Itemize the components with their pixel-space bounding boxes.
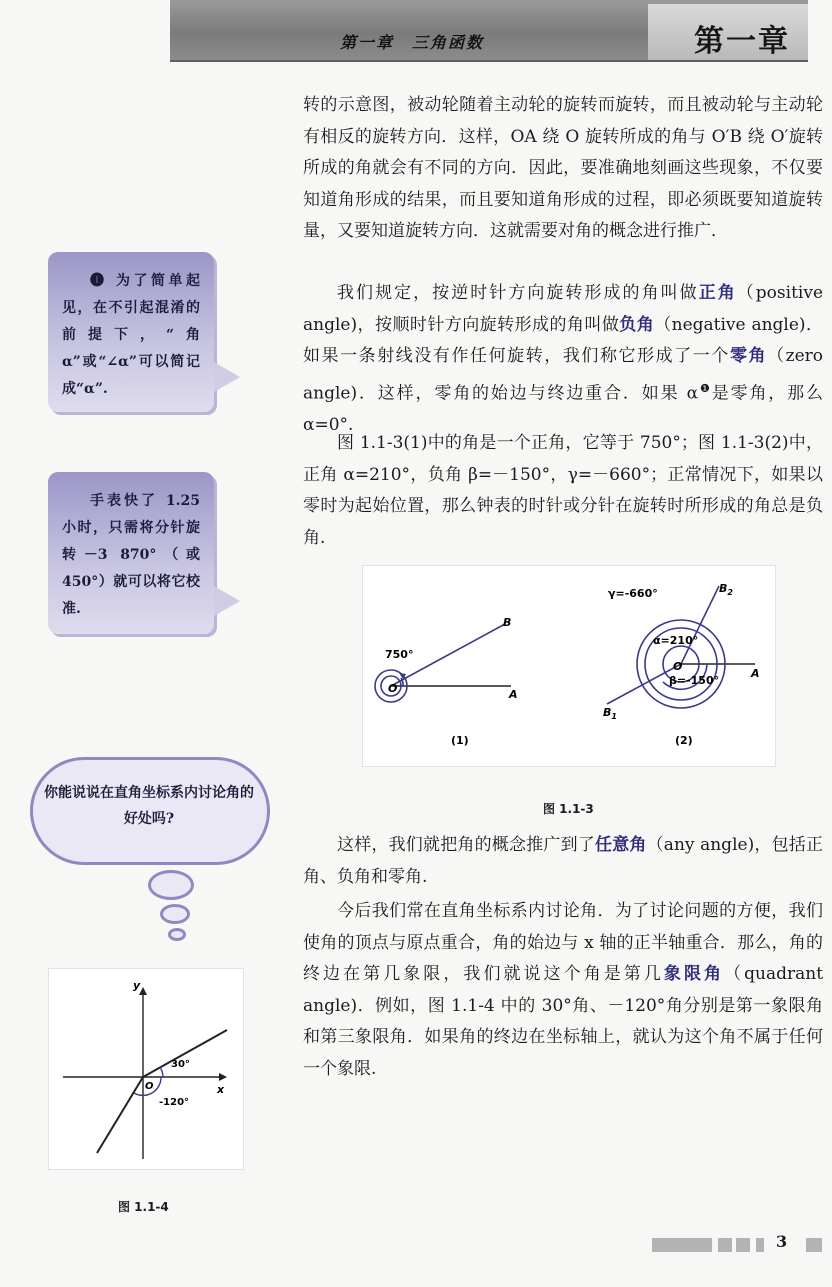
- side-note-2-text: 手表快了 1.25 小时，只需将分针旋转－3 870°（或 450°）就可以将它校准.: [62, 493, 200, 617]
- side-note-1-tab: [214, 362, 240, 392]
- point-B2: $B_2$: [719, 582, 733, 597]
- footer-bar-1: [652, 1238, 712, 1252]
- y-axis-arrow: [139, 987, 147, 995]
- p5-text-b: （quadrant angle)．例如，图 1.1-4 中的 30°角、－120°角分别是第一象限角和第三象限角．如果角的终边在坐标轴上，就认为这个角不属于任何一个象限.: [303, 964, 824, 1079]
- term-negative-angle: 负角: [619, 314, 655, 335]
- footer-bar-5: [806, 1238, 822, 1252]
- point-B-1: B: [503, 616, 512, 629]
- paragraph-4: [303, 830, 823, 893]
- figure-1-1-4-svg: [49, 969, 243, 1169]
- axis-label-x: x: [217, 1083, 225, 1096]
- p2-text-b: （positive angle)，按顺时针方向旋转形成的角叫做: [303, 283, 824, 335]
- term-positive-angle: 正角: [698, 283, 737, 303]
- p2-text-c: （negative angle)．如果一条射线没有作任何旋转，我们称它形成了一个: [303, 314, 823, 366]
- arc-30: [160, 1067, 163, 1077]
- side-note-2-tab: [214, 586, 240, 616]
- axis-label-y: y: [133, 979, 141, 992]
- page-number: 3: [776, 1232, 788, 1251]
- paragraph-5: [303, 896, 823, 1085]
- term-zero-angle: 零角: [729, 346, 768, 366]
- thought-bubble-medium: [160, 904, 190, 924]
- side-note-2: [48, 472, 214, 634]
- p2-text-d: （zero angle)．这样，零角的始边与终边重合．如果 α: [303, 346, 824, 404]
- figure-1-1-3-svg: [363, 566, 775, 766]
- footer-bar-4: [756, 1238, 764, 1252]
- footnote-marker: ❶: [698, 381, 712, 395]
- angle-30-label: 30°: [171, 1059, 190, 1070]
- paragraph-2: [303, 278, 823, 441]
- chapter-label: 第一章: [694, 24, 790, 59]
- point-A-2: A: [751, 667, 760, 680]
- thought-bubble-large: [148, 870, 194, 900]
- beta-label: β=-150°: [669, 674, 720, 687]
- term-quadrant-angle: 象限角: [663, 964, 725, 984]
- running-title: 第一章 三角函数: [340, 33, 485, 52]
- point-O-1: O: [388, 682, 398, 695]
- sub-label-2: (2): [675, 734, 693, 747]
- p4-text-a: 这样，我们就把角的概念推广到了: [337, 835, 595, 855]
- term-any-angle: 任意角: [595, 835, 647, 855]
- point-A-1: A: [509, 688, 518, 701]
- angle-neg120-label: -120°: [159, 1097, 190, 1108]
- p5-text-a: 今后我们常在直角坐标系内讨论角．为了讨论问题的方便，我们使角的顶点与原点重合，角的始边与 x 轴的正半轴重合．那么，角的终边在第几象限，我们就说这个角是第几: [303, 901, 823, 984]
- side-note-1-text: 为了简单起见，在不引起混淆的前提下，“角 α”或“∠α”可以简记成“α”.: [62, 273, 201, 397]
- footer-bar-2: [718, 1238, 732, 1252]
- origin-label: O: [145, 1081, 154, 1092]
- figure-1-1-3: [362, 565, 776, 767]
- p4-text-b: （any angle)，包括正角、负角和零角.: [303, 835, 823, 887]
- question-text: 你能说说在直角坐标系内讨论角的好处吗?: [44, 785, 254, 827]
- point-B1: $B_1$: [603, 706, 617, 721]
- paragraph-3: [303, 428, 823, 554]
- p2-text-e: 是零角，那么 α=0°.: [303, 383, 824, 435]
- point-O-2: O: [673, 660, 683, 673]
- figure-1-1-4-caption: 图 1.1-4: [118, 1200, 169, 1214]
- angle-750-label: 750°: [385, 648, 414, 661]
- gamma-label: γ=-660°: [608, 587, 658, 600]
- figure-1-1-4: [48, 968, 244, 1170]
- paragraph-1: [303, 90, 823, 248]
- footer-bar-3: [736, 1238, 750, 1252]
- terminal-side-neg120: [97, 1077, 143, 1153]
- sub-label-1: (1): [451, 734, 469, 747]
- side-note-1: [48, 252, 214, 412]
- thought-bubble-small: [168, 928, 186, 941]
- footnote-marker-note: ❶: [90, 273, 108, 289]
- paragraph-1-text: 转的示意图，被动轮随着主动轮的旋转而旋转，而且被动轮与主动轮有相反的旋转方向．这样，OA 绕 O 旋转所成的角与 O′B 绕 O′旋转所成的角就会有不同的方向．因此，要准确地刻画这些现象，不仅要知道角形成的结果，而且要知道角形成的过程，即必须既要知道旋转量，又要知道旋转方向．这就需要对角的概念进行推广．: [303, 95, 823, 241]
- p2-text-a: 我们规定，按逆时针方向旋转形成的角叫做: [337, 283, 699, 303]
- alpha-label: α=210°: [653, 634, 699, 647]
- paragraph-3-text: 图 1.1-3(1)中的角是一个正角，它等于 750°；图 1.1-3(2)中，正角 α=210°，负角 β=－150°，γ=－660°；正常情况下，如果以零时为起始位置，那么钟表的时针或分针在旋转时所形成的角总是负角.: [303, 433, 823, 548]
- figure-1-1-3-caption: 图 1.1-3: [543, 802, 594, 816]
- x-axis-arrow: [219, 1073, 227, 1081]
- figure-1-1-3-part-2: [607, 586, 755, 708]
